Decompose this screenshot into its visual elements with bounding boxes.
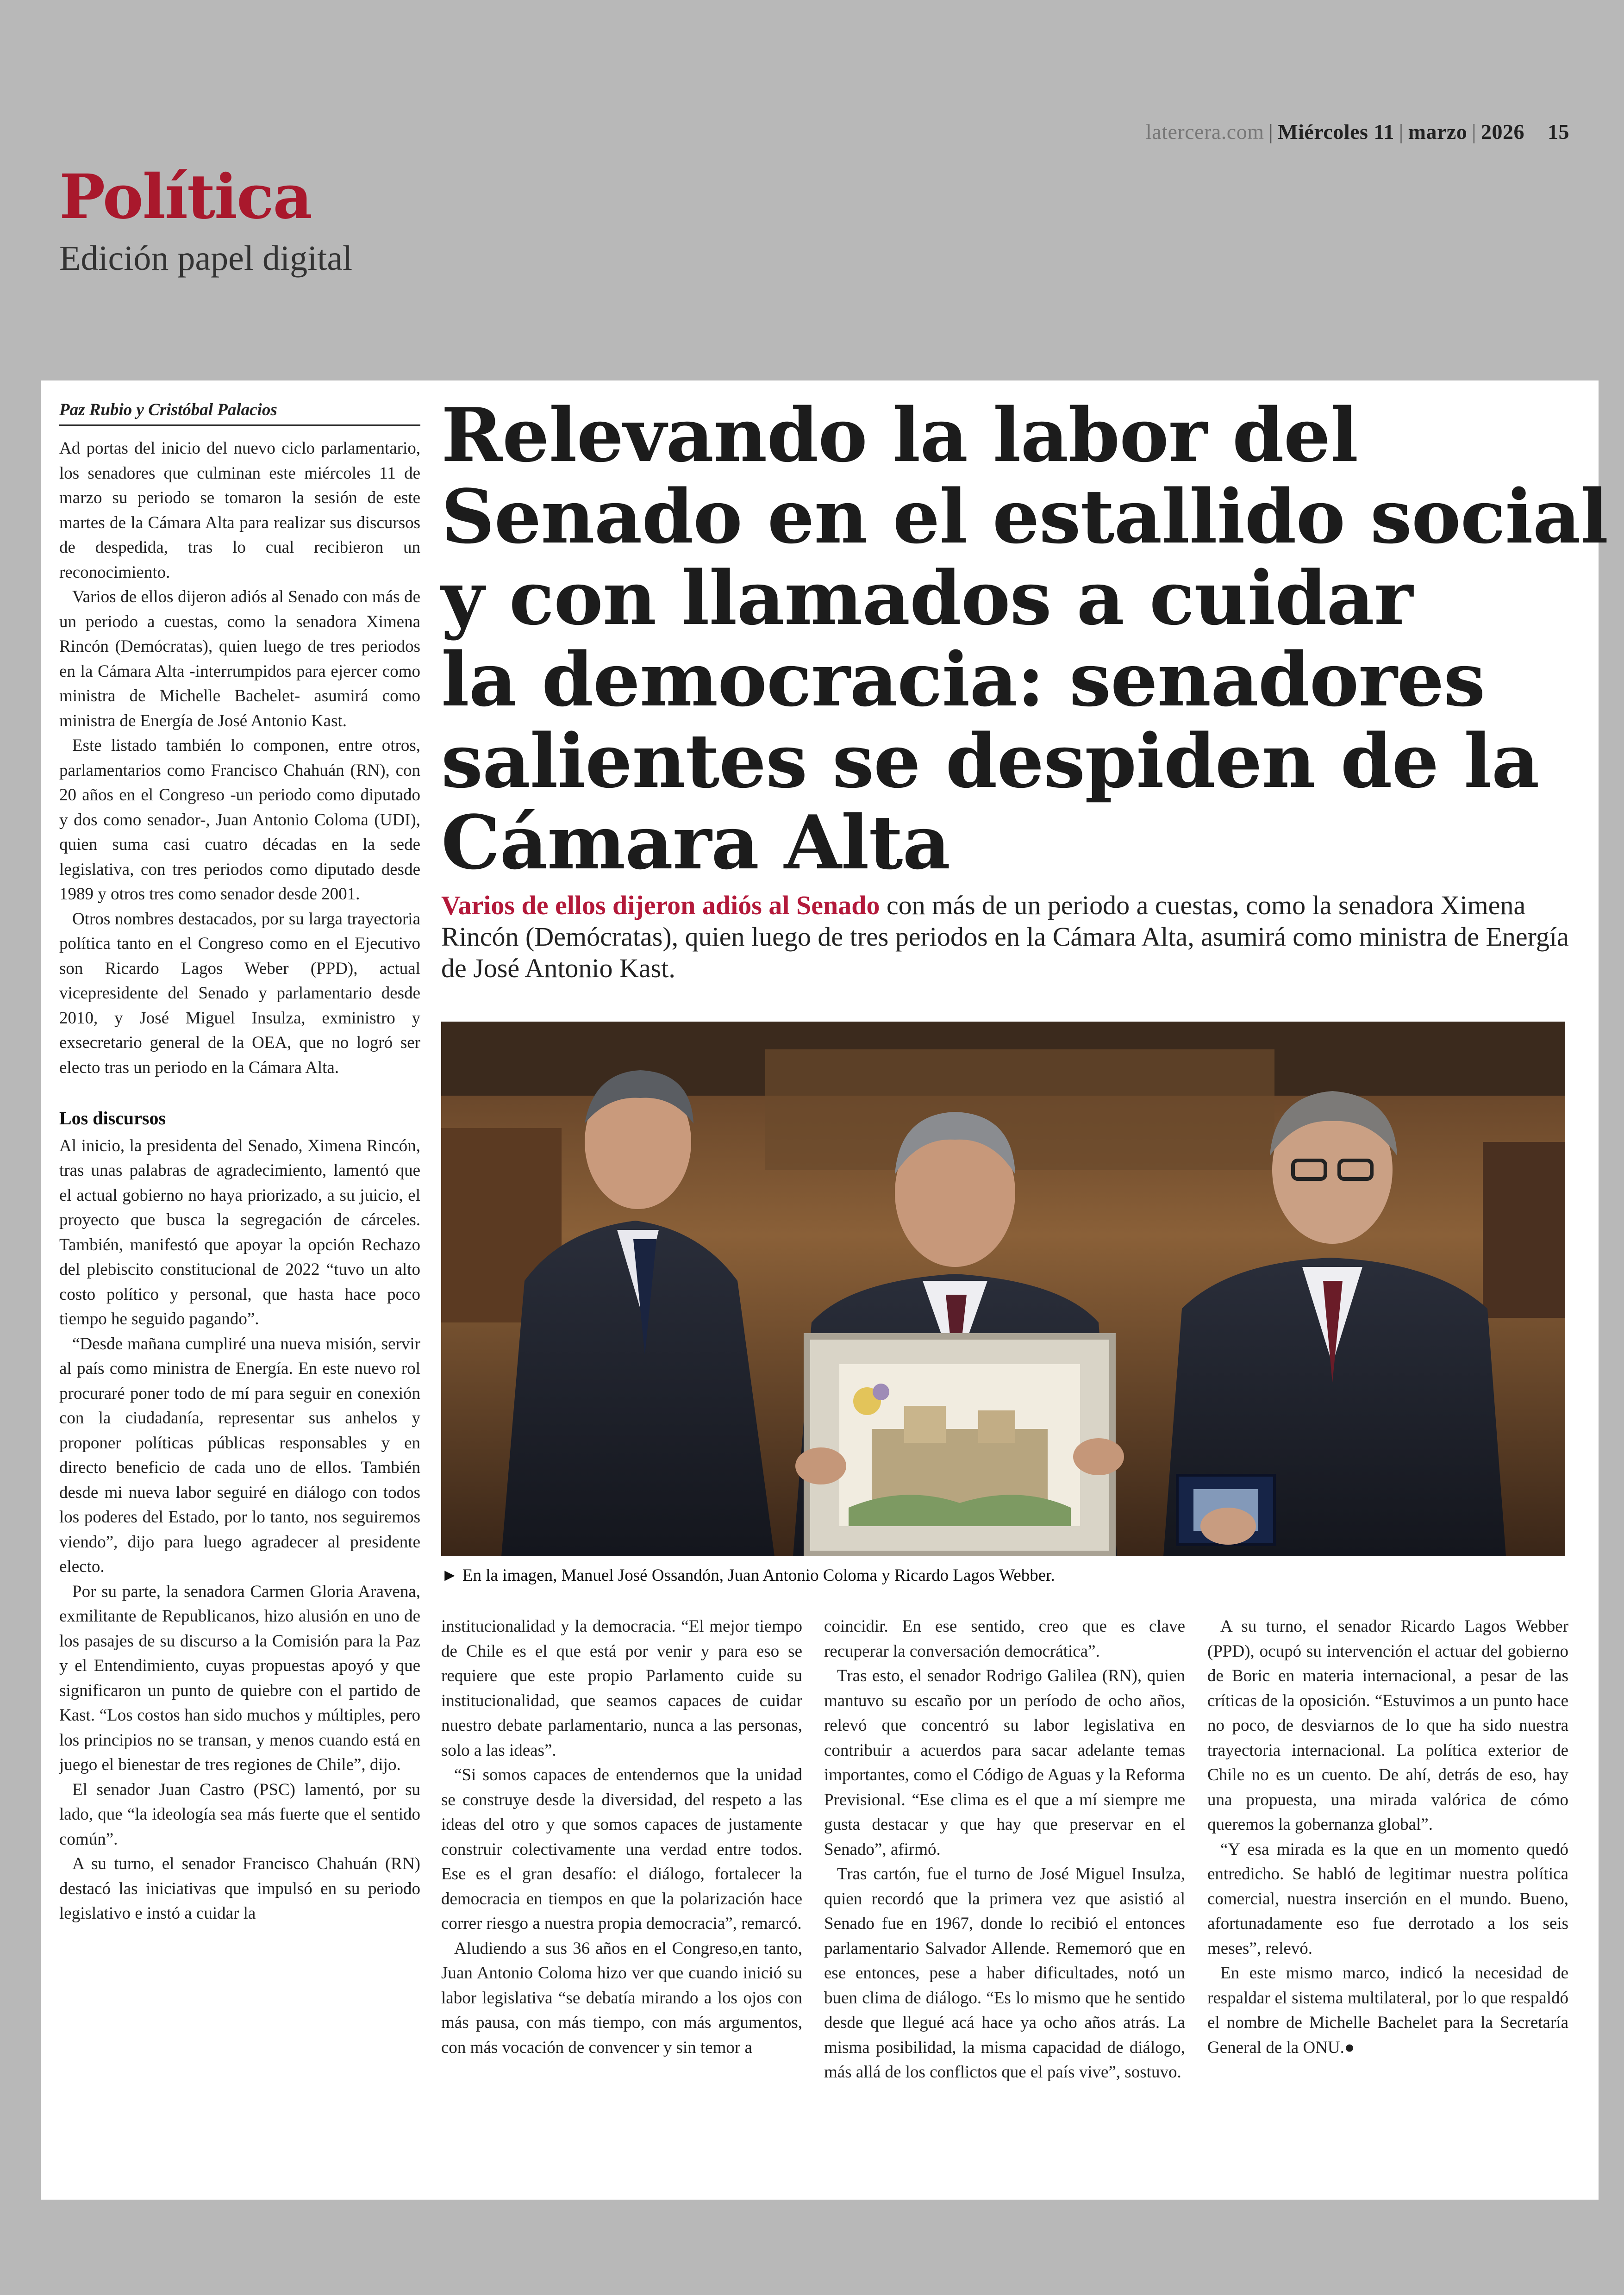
- headline: [441, 392, 1608, 886]
- dek: [441, 890, 1575, 984]
- date-year: 2026: [1481, 120, 1524, 143]
- paragraph: Tras cartón, fue el turno de José Miguel Insulza, quien recordó que la primera vez que asistió al Senado fue en 1967, donde lo recibió el entonces parlamentario Salvador Allende. Rememoró que en ese entonces, pese a haber dificultades, notó un buen clima de diálogo. “Es lo mismo que he sentido desde que llegué acá hace ya ocho años atrás. La misma posibilidad, la misma capacidad de diálogo, más allá de los conflictos que el país vive”, sostuvo.: [824, 1865, 1185, 2082]
- dek-rest: con más de un periodo a cuestas, como la senadora Ximena Rincón (Demócratas), quien luego de tres periodos en la Cámara Alta, asumirá como ministra de Energía de José Antonio Kast.: [441, 890, 1569, 983]
- paragraph: Tras esto, el senador Rodrigo Galilea (RN), quien mantuvo su escaño por un período de ocho años, relevó que concentró su labor legislativa en contribuir a acuerdos para sacar adelante temas importantes, como el Código de Aguas y la Reforma Previsional. “Ese clima es el que a mí siempre me gusta destacar y que hay que preservar en el Senado”, afirmó.: [824, 1666, 1185, 1859]
- article-column-2: [441, 1614, 802, 2060]
- headline-line: la democracia: senadores: [441, 636, 1485, 723]
- dek-lead: Varios de ellos dijeron adiós al Senado: [441, 890, 880, 920]
- date-month: marzo: [1408, 120, 1468, 143]
- paragraph: Ad portas del inicio del nuevo ciclo parlamentario, los senadores que culminan este miércoles 11 de marzo su periodo se tomaron la sesión de este martes de la Cámara Alta para realizar sus discursos de despedida, tras lo cual recibieron un reconocimiento.: [59, 439, 420, 582]
- paragraph: Otros nombres destacados, por su larga trayectoria política tanto en el Congreso como en el Ejecutivo son Ricardo Lagos Weber (PPD), actual vicepresidente del Senado y parlamentario desde 2010, y José Miguel Insulza, exministro y exsecretario general de la OEA, que no logró ser electo tras un periodo en la Cámara Alta.: [59, 909, 420, 1077]
- paragraph: “Desde mañana cumpliré una nueva misión, servir al país como ministra de Energía. En este nuevo rol procuraré poner todo de mí para seguir en conexión con la ciudadanía, representar sus anhelos y proponer políticas públicas responsables y en directo beneficio de cada uno de ellos. También desde mi nueva labor seguiré en diálogo con todos los poderes del Estado, por lo tanto, nos seguiremos viendo”, dijo para luego agradecer al presidente electo.: [59, 1334, 420, 1576]
- byline: Paz Rubio y Cristóbal Palacios: [59, 400, 420, 426]
- subhead: Los discursos: [59, 1108, 166, 1129]
- paragraph: coincidir. En ese sentido, creo que es clave recuperar la conversación democrática”.: [824, 1617, 1185, 1661]
- section-subtitle: Edición papel digital: [59, 239, 353, 278]
- paragraph: institucionalidad y la democracia. “El mejor tiempo de Chile es el que está por venir y para eso se requiere que este propio Parlamento cuide su institucionalidad, que seamos capaces de cuidar nuestro debate parlamentario, nunca a las personas, solo a las ideas”.: [441, 1617, 802, 1760]
- framed-artwork: [807, 1336, 1112, 1554]
- page-header: latercera.com | Miércoles 11 | marzo | 2026 15: [1146, 120, 1569, 143]
- article-column-3: [824, 1614, 1185, 2085]
- paragraph: Al inicio, la presidenta del Senado, Ximena Rincón, tras unas palabras de agradecimiento, lamentó que el actual gobierno no haya priorizado, a su juicio, el proyecto que busca la segregación de cárceles. También, manifestó que apoyar la opción Rechazo del plebiscito constitucional de 2022 “tuvo un alto costo político y personal, que hasta hace poco tiempo he seguido pagando”.: [59, 1136, 420, 1328]
- paragraph: A su turno, el senador Ricardo Lagos Webber (PPD), ocupó su intervención el actuar del gobierno de Boric en materia internacional, a pesar de las críticas de la oposición. “Estuvimos a un punto hace no poco, de desviarnos de lo que ha sido nuestra trayectoria internacional. La política exterior de Chile no es un cuento. De ahí, detrás de eso, hay una propuesta, una mirada valórica de cómo queremos la gobernanza global”.: [1207, 1617, 1568, 1834]
- article-column-4: [1207, 1614, 1568, 2060]
- paragraph: Por su parte, la senadora Carmen Gloria Aravena, exmilitante de Republicanos, hizo alusión en uno de los pasajes de su discurso a la Comisión para la Paz y el Entendimiento, cuyas propuestas apoyó y que significaron un punto de quiebre con el partido de Kast. “Los costos han sido muchos y múltiples, pero los principios no se transan, y menos cuando está en juego el bienestar de tres regiones de Chile”, dijo.: [59, 1582, 420, 1774]
- site-link[interactable]: latercera.com: [1146, 120, 1264, 143]
- paragraph: “Y esa mirada es la que en un momento quedó entredicho. Se habló de legitimar nuestra política comercial, nuestra inserción en el mundo. Bueno, afortunadamente eso fue derrotado a los seis meses”, relevó.: [1207, 1840, 1568, 1958]
- date-day: Miércoles 11: [1278, 120, 1394, 143]
- article-column-1: [59, 400, 420, 1926]
- paragraph: En este mismo marco, indicó la necesidad de respaldar el sistema multilateral, por lo que respaldó el nombre de Michelle Bachelet para la Secretaría General de la ONU.●: [1207, 1964, 1568, 2057]
- article-sheet: [41, 380, 1608, 2200]
- paragraph: Este listado también lo componen, entre otros, parlamentarios como Francisco Chahuán (RN), con 20 años en el Congreso -un periodo como diputado y dos como senador-, Juan Antonio Coloma (UDI), quien suma casi cuatro décadas en la sede legislativa, con tres periodos como diputado desde 1989 y otros tres como senador desde 2001.: [59, 736, 420, 904]
- headline-line: salientes se despiden de la: [441, 717, 1539, 804]
- paragraph: “Si somos capaces de entendernos que la unidad se construye desde la diversidad, del respeto a las ideas del otro y que somos capaces de justamente construir colectivamente una verdad entre todos. Ese es el gran desafío: el diálogo, fortalecer la democracia en tiempos en que la polarización hace correr riesgo a nuestra propia democracia”, remarcó.: [441, 1765, 802, 1933]
- headline-line: Senado en el estallido social: [441, 473, 1608, 560]
- article-photo: [441, 1022, 1565, 1556]
- headline-line: y con llamados a cuidar: [441, 555, 1413, 642]
- headline-line: Relevando la labor del: [441, 392, 1358, 479]
- paragraph: El senador Juan Castro (PSC) lamentó, por su lado, que “la ideología sea más fuerte que el sentido común”.: [59, 1780, 420, 1849]
- paragraph: Aludiendo a sus 36 años en el Congreso,en tanto, Juan Antonio Coloma hizo ver que cuando inició su labor legislativa “se debatía mirando a los ojos con más pausa, con más tiempo, con más argumentos, con más vocación de convencer y sin temor a: [441, 1939, 802, 2057]
- paragraph: A su turno, el senador Francisco Chahuán (RN) destacó las iniciativas que impulsó en su periodo legislativo e instó a cuidar la: [59, 1854, 420, 1923]
- photo-caption: ► En la imagen, Manuel José Ossandón, Juan Antonio Coloma y Ricardo Lagos Webber.: [441, 1566, 1055, 1585]
- page-number: 15: [1548, 120, 1569, 143]
- section-title: Política: [59, 161, 312, 233]
- paragraph: Varios de ellos dijeron adiós al Senado con más de un periodo a cuestas, como la senadora Ximena Rincón (Demócratas), quien luego de tres periodos en la Cámara Alta -interrumpidos para ejercer como ministra de Michelle Bachelet- asumirá como ministra de Energía de José Antonio Kast.: [59, 587, 420, 730]
- headline-line: Cámara Alta: [441, 799, 950, 886]
